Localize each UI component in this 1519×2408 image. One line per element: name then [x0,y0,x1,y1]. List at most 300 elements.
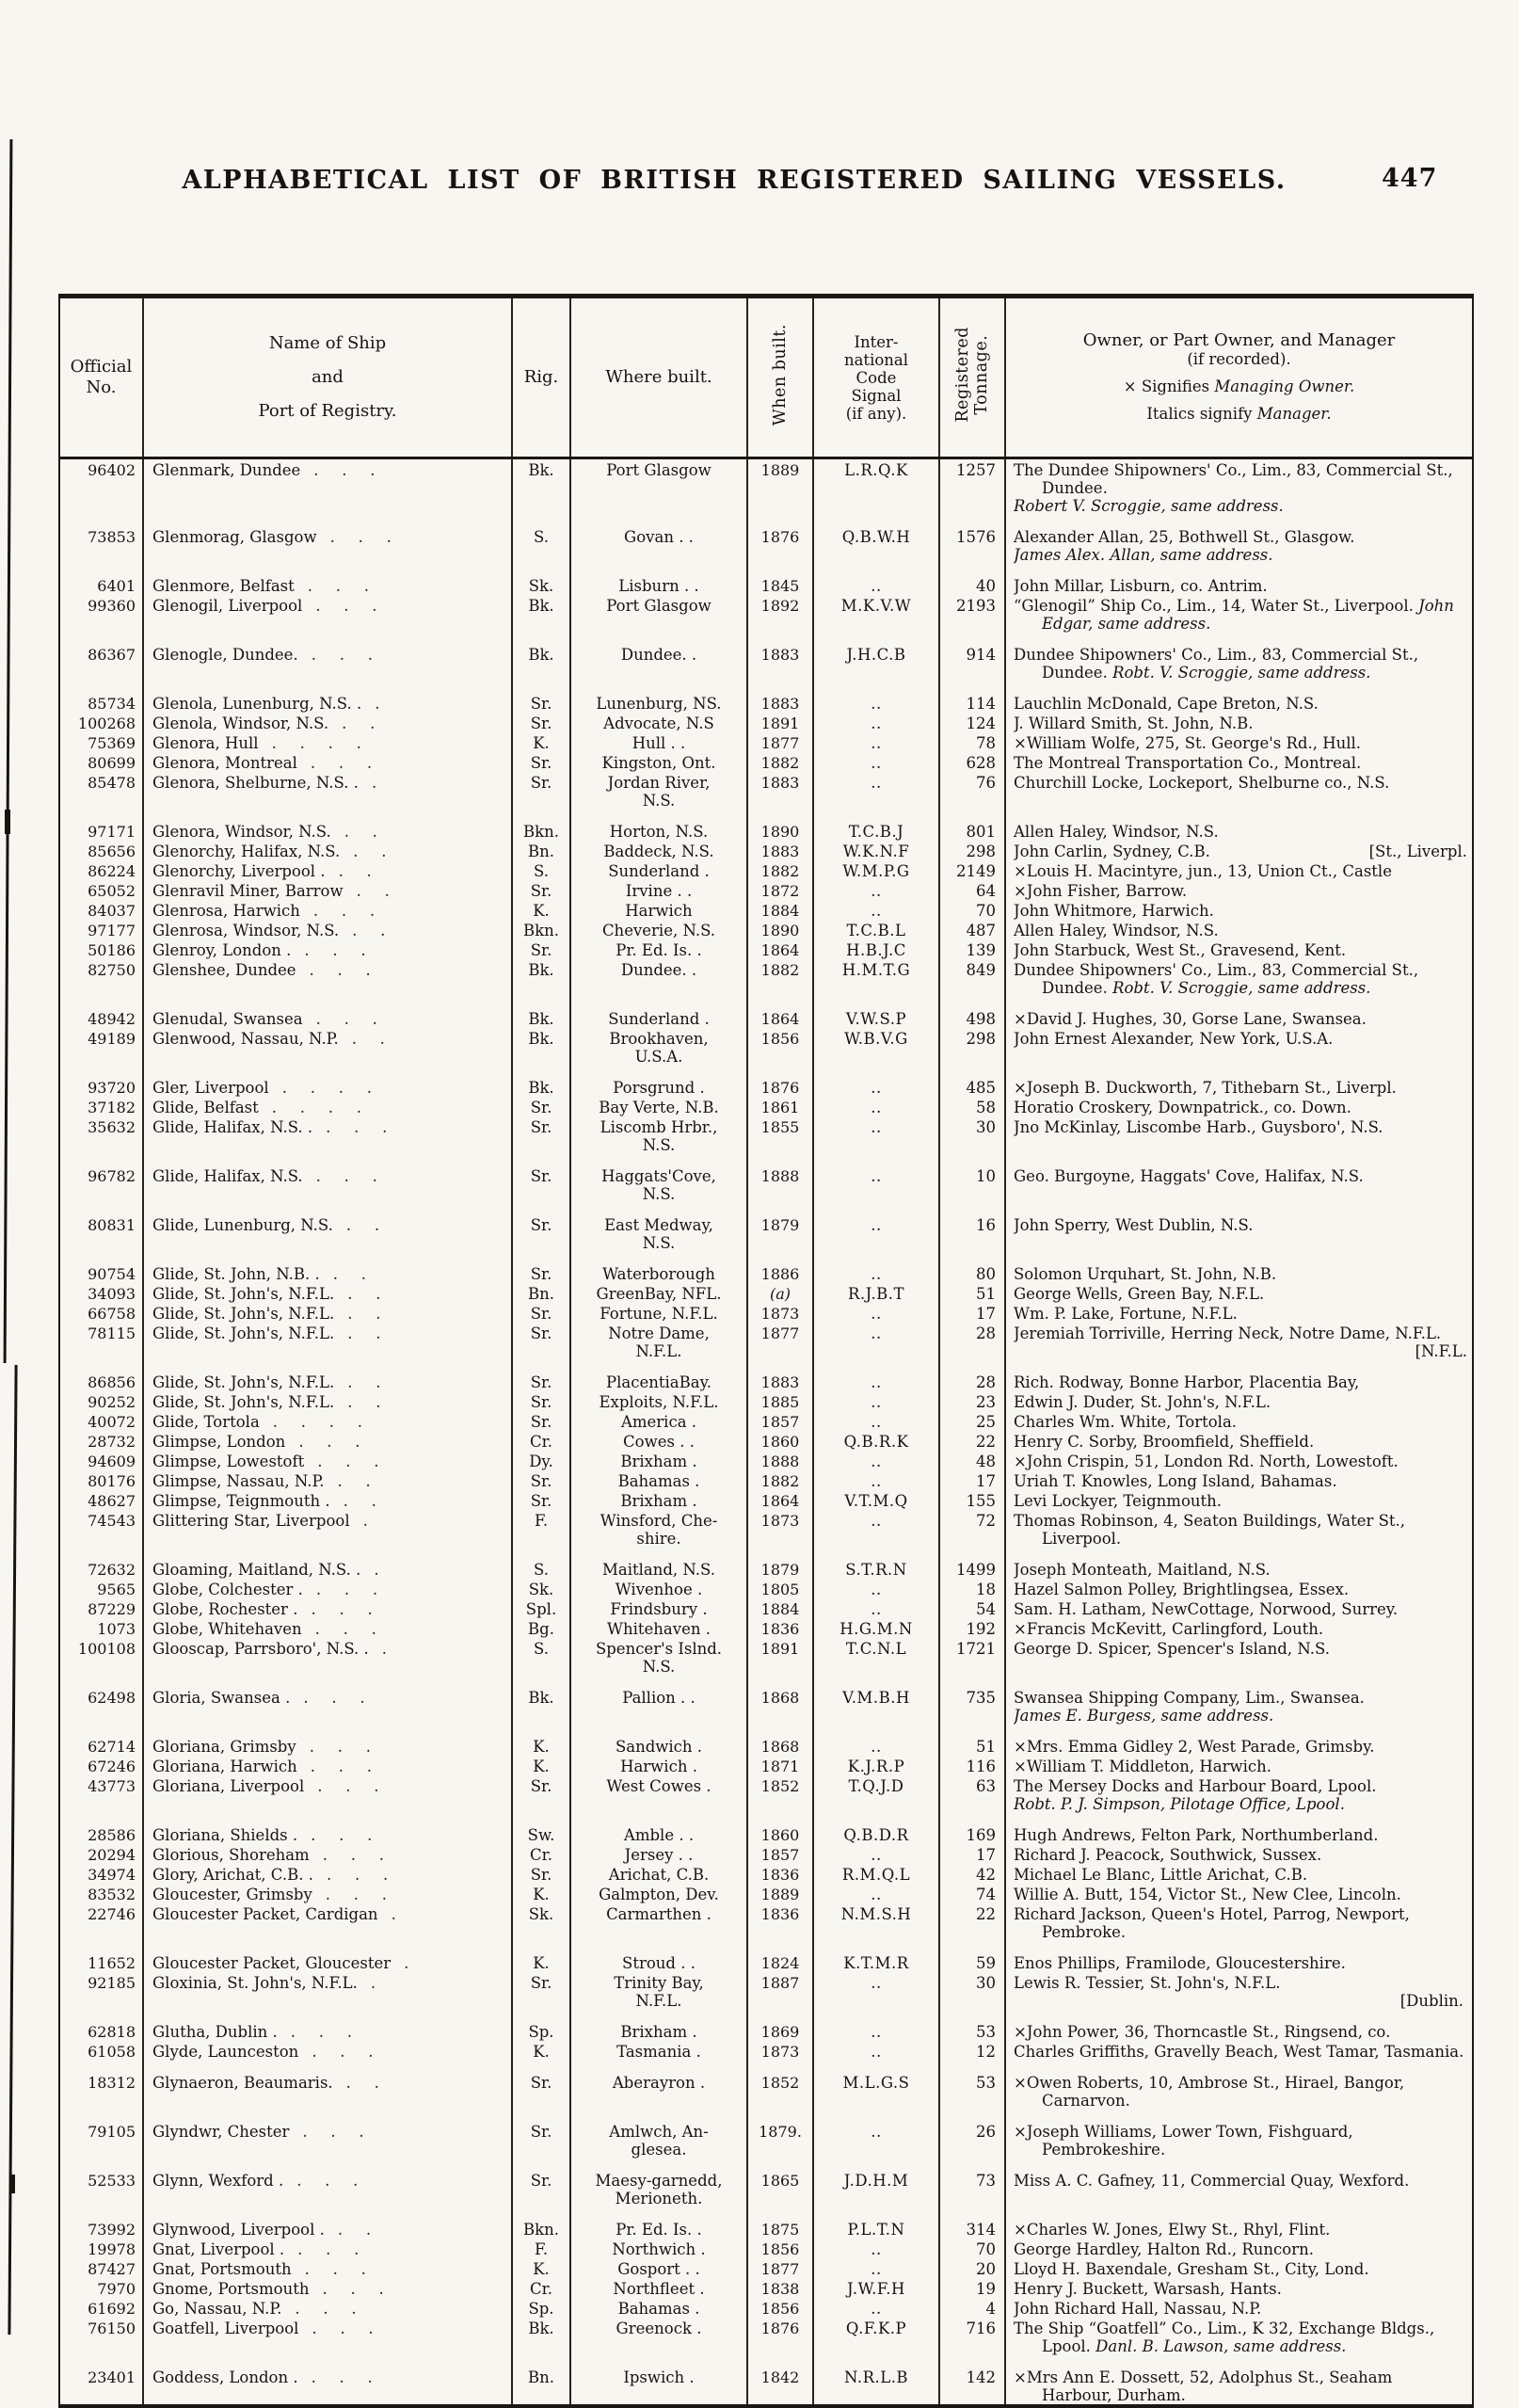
ship-name-cell [143,1864,512,1884]
where-built-line: Harwich [625,902,693,920]
ship-name: Glide, St. John's, N.F.L. [152,1305,335,1323]
ship-name-cell [143,1618,512,1638]
code-signal-cell [813,713,939,732]
header-text: national [843,350,909,369]
official-no-cell [60,1097,143,1116]
code-signal-value: V.M.B.H [842,1689,910,1707]
official-no: 43773 [88,1777,136,1795]
when-built-value: 1879 [760,1216,800,1234]
manager-name: James E. Burgess, same address. [1014,1707,1274,1725]
owner-cell [1005,633,1472,682]
tonnage-value: 78 [976,734,996,752]
tonnage-value: 849 [966,961,996,979]
ship-name-cell [143,1411,512,1431]
when-built-value: 1873 [760,1512,800,1530]
rig-value: Dy. [529,1453,553,1470]
when-built-value: 1860 [760,1433,800,1451]
rig-cell [512,810,570,841]
rig-cell [512,1431,570,1451]
rig-value: Sr. [530,754,552,772]
owner-cell [1005,1548,1472,1579]
where-built-cell [570,2207,747,2239]
table-row [60,2207,1472,2239]
official-no: 76150 [88,2320,136,2337]
code-signal-cell [813,900,939,920]
code-signal-cell [813,1813,939,1844]
code-signal-cell [813,633,939,682]
where-built-line: Merioneth. [615,2190,703,2207]
official-no: 52533 [88,2172,136,2190]
tonnage-value: 155 [966,1492,996,1510]
owner-text: ×Owen Roberts, 10, Ambrose St., Hirael, Bangor, Carnarvon. [1014,2074,1405,2110]
where-built-line: Jersey . . [624,1846,694,1864]
code-signal-cell [813,1941,939,1972]
rig-cell [512,772,570,810]
code-signal-cell [813,1510,939,1548]
ship-name-cell [143,752,512,772]
tonnage-value: 1576 [956,528,996,546]
tonnage-cell [939,1391,1005,1411]
code-signal-cell [813,458,939,516]
rig-cell [512,2061,570,2110]
header-text: Official [70,357,133,377]
owner-text: ×Charles W. Jones, Elwy St., Rhyl, Flint. [1014,2221,1331,2239]
owner-line [1014,1393,1467,1411]
ship-name: Gler, Liverpool [152,1079,269,1097]
official-no-cell [60,860,143,880]
owner-line [1014,961,1467,997]
owner-cell [1005,1884,1472,1903]
dot-leader: . . . [315,1010,377,1028]
owner-cell [1005,1097,1472,1116]
tonnage-cell [939,900,1005,920]
official-no-cell [60,920,143,939]
when-built-value: 1882 [760,1472,800,1490]
code-signal-value: V.T.M.Q [844,1492,908,1510]
manager-name: Robt. V. Scroggie, same address. [1112,664,1371,682]
ship-name-cell [143,920,512,939]
ship-name-cell [143,1283,512,1303]
official-no-cell [60,713,143,732]
owner-cell [1005,2278,1472,2298]
code-signal-value: L.R.Q.K [844,461,908,479]
tonnage-value: 139 [966,941,996,959]
table-row [60,1116,1472,1154]
owner-cell [1005,1252,1472,1283]
ship-name: Glenora, Windsor, N.S. [152,823,331,841]
owner-line [1014,843,1467,860]
table-row [60,1490,1472,1510]
where-built-cell [570,515,747,564]
ship-name: Glimpse, Teignmouth . [152,1492,330,1510]
tonnage-value: 314 [966,2221,996,2239]
ship-name-cell [143,772,512,810]
table-row [60,1391,1472,1411]
when-built-cell [747,841,813,860]
code-signal-value: .. [871,1512,882,1530]
official-no-cell [60,1116,143,1154]
official-no-cell [60,682,143,713]
owner-line [1014,902,1467,920]
tonnage-cell [939,1323,1005,1360]
dot-leader: . . [347,1305,381,1323]
official-no-cell [60,564,143,595]
when-built-cell [747,860,813,880]
rig-value: Bk. [528,1030,554,1048]
rig-cell [512,1391,570,1411]
col-header-where-built [570,298,747,458]
owner-text: Lewis R. Tessier, St. John's, N.F.L. [1014,1974,1281,1992]
owner-text: ×William T. Middleton, Harwich. [1014,1758,1272,1775]
ship-name-cell [143,1303,512,1323]
official-no-cell [60,2110,143,2159]
catchword: [Dublin. [1399,1992,1463,2010]
owner-text: ×John Crispin, 51, London Rd. North, Lowestoft. [1014,1453,1399,1470]
official-no-cell [60,1470,143,1490]
when-built-cell [747,880,813,900]
ship-name-cell [143,841,512,860]
ship-name: Glyde, Launceston [152,2043,299,2061]
page-number: 447 [1382,164,1438,193]
table-row [60,1813,1472,1844]
where-built-cell [570,2298,747,2318]
when-built-cell [747,2010,813,2041]
owner-text: Wm. P. Lake, Fortune, N.F.L. [1014,1305,1238,1323]
code-signal-cell [813,2207,939,2239]
dot-leader: . . . . [281,1079,372,1097]
dot-leader: . . . [304,2260,366,2278]
table-row [60,1431,1472,1451]
owner-cell [1005,1638,1472,1676]
when-built-value: 1838 [760,2280,800,2298]
code-signal-cell [813,2318,939,2355]
tonnage-cell [939,1638,1005,1676]
ship-name: Glide, Halifax, N.S. [152,1167,303,1185]
owner-line [1014,1030,1467,1048]
col-header-code-signal [813,298,939,458]
table-row [60,1884,1472,1903]
dot-leader: . . . [326,1118,388,1136]
tonnage-value: 10 [976,1167,996,1185]
ship-name: Glory, Arichat, C.B. . [152,1866,313,1884]
col-header-official-no [60,298,143,458]
tonnage-cell [939,752,1005,772]
tonnage-cell [939,633,1005,682]
rig-value: S. [534,1640,549,1658]
tonnage-cell [939,1579,1005,1598]
dot-leader: . . . [310,754,373,772]
ship-name: Glenroy, London . [152,941,292,959]
rig-cell [512,1510,570,1548]
header-text: Signal [851,386,902,405]
code-signal-value: N.M.S.H [840,1905,912,1923]
where-built-cell [570,1203,747,1252]
official-no-cell [60,2041,143,2061]
where-built-line: Northfleet . [613,2280,705,2298]
rig-value: Sr. [530,1777,552,1795]
when-built-value: 1836 [760,1620,800,1638]
official-no: 96782 [88,1167,136,1185]
rig-value: Sr. [530,2172,552,2190]
official-no: 74543 [88,1512,136,1530]
rig-value: Bk. [528,961,554,979]
code-signal-value: J.H.C.B [846,646,906,664]
header-text: Italics signify Manager. [1146,405,1332,423]
owner-line [1014,1689,1467,1707]
rig-value: Sw. [527,1826,555,1844]
where-built-cell [570,1470,747,1490]
owner-text: ×Joseph B. Duckworth, 7, Tithebarn St., Liverpl. [1014,1079,1397,1097]
tonnage-cell [939,997,1005,1028]
when-built-value: 1886 [760,1265,800,1283]
header-text: (if recorded). [1187,350,1291,368]
tonnage-cell [939,810,1005,841]
header-text: No. [86,377,117,397]
ship-name-cell [143,1323,512,1360]
owner-text: Sam. H. Latham, NewCottage, Norwood, Surrey. [1014,1600,1399,1618]
where-built-cell [570,2258,747,2278]
owner-text: ×Louis H. Macintyre, jun., 13, Union Ct., Castle [1014,862,1392,880]
rig-cell [512,1116,570,1154]
when-built-value: 1861 [760,1099,800,1116]
table-row [60,633,1472,682]
tonnage-value: 1499 [956,1561,996,1579]
rig-cell [512,564,570,595]
official-no-cell [60,1972,143,2010]
owner-cell [1005,959,1472,997]
owner-text: George Wells, Green Bay, N.F.L. [1014,1285,1265,1303]
code-signal-cell [813,564,939,595]
ship-name-cell [143,1451,512,1470]
code-signal-value: .. [871,1738,882,1756]
owner-cell [1005,682,1472,713]
table-row [60,595,1472,633]
tonnage-value: 192 [966,1620,996,1638]
table-row [60,1510,1472,1548]
rig-value: Cr. [530,1433,552,1451]
official-no-cell [60,1638,143,1676]
owner-text: Henry C. Sorby, Broomfield, Sheffield. [1014,1433,1315,1451]
rig-cell [512,1451,570,1470]
table-row [60,2318,1472,2355]
ship-name-cell [143,2298,512,2318]
when-built-cell [747,2207,813,2239]
official-no-cell [60,2010,143,2041]
table-row [60,1028,1472,1066]
when-built-value: 1882 [760,862,800,880]
dot-leader: . . . [312,2320,374,2337]
rig-value: Spl. [525,1600,557,1618]
owner-text: Charles Griffiths, Gravelly Beach, West Tamar, Tasmania. [1014,2043,1464,2061]
tonnage-cell [939,2278,1005,2298]
rig-value: Bk. [528,646,554,664]
owner-text: The Ship “Goatfell” Co., Lim., K 32, Exchange Bldgs., Lpool. [1014,2320,1435,2355]
col-header-when-built [747,298,813,458]
when-built-value: 1864 [760,1492,800,1510]
rig-cell [512,1725,570,1756]
rig-value: Sr. [530,714,552,732]
owner-line [1014,1886,1467,1903]
owner-cell [1005,772,1472,810]
owner-text: Churchill Locke, Lockeport, Shelburne co., N.S. [1014,774,1390,792]
table-row [60,939,1472,959]
table-row [60,752,1472,772]
code-signal-cell [813,772,939,810]
owner-text: ×Mrs Ann E. Dossett, 52, Adolphus St., Seaham Harbour, Durham. [1014,2368,1393,2404]
table-row [60,2298,1472,2318]
official-no: 73853 [88,528,136,546]
dot-leader: . . . [302,2123,364,2141]
when-built-cell [747,1303,813,1323]
code-signal-value: M.L.G.S [842,2074,910,2092]
tonnage-cell [939,939,1005,959]
rig-cell [512,1618,570,1638]
code-signal-cell [813,1154,939,1203]
tonnage-value: 54 [976,1600,996,1618]
code-signal-cell [813,752,939,772]
rig-cell [512,1972,570,2010]
rig-cell [512,1154,570,1203]
owner-cell [1005,1775,1472,1813]
owner-cell [1005,1490,1472,1510]
owner-cell [1005,1431,1472,1451]
when-built-cell [747,1548,813,1579]
ship-name-cell [143,2207,512,2239]
official-no-cell [60,1066,143,1097]
table-row [60,1598,1472,1618]
manager-name: James Alex. Allan, same address. [1014,546,1273,564]
header-text: Code [855,368,897,387]
owner-text: Hazel Salmon Polley, Brightlingsea, Essex. [1014,1581,1350,1598]
tonnage-cell [939,1252,1005,1283]
code-signal-value: J.D.H.M [843,2172,909,2190]
where-built-cell [570,1775,747,1813]
ship-name: Glide, Halifax, N.S. . [152,1118,313,1136]
dot-leader: . . [353,843,387,860]
tonnage-value: 17 [976,1472,996,1490]
ship-name-cell [143,2258,512,2278]
rig-value: Bkn. [523,2221,559,2239]
table-row [60,2355,1472,2404]
owner-line [1014,862,1467,880]
ship-name: Glynn, Wexford . [152,2172,284,2190]
tonnage-value: 42 [976,1866,996,1884]
where-built-line: N.S. [642,792,676,810]
ship-name-cell [143,1028,512,1066]
dot-leader: . . [344,823,377,841]
where-built-cell [570,1941,747,1972]
owner-cell [1005,752,1472,772]
rig-value: Bk. [528,461,554,479]
when-built-cell [747,1490,813,1510]
official-no: 86856 [88,1373,136,1391]
owner-line [1014,1373,1467,1391]
owner-line [1014,2043,1467,2061]
rig-value: K. [533,734,550,752]
owner-cell [1005,1066,1472,1097]
when-built-value: 1883 [760,1373,800,1391]
rig-cell [512,1884,570,1903]
where-built-cell [570,2061,747,2110]
dot-leader: . . [332,1265,367,1283]
ship-name-cell [143,1510,512,1548]
code-signal-value: K.J.R.P [847,1758,905,1775]
ship-name-cell [143,1676,512,1725]
ship-name-cell [143,2110,512,2159]
owner-line [1014,1305,1467,1323]
code-signal-cell [813,841,939,860]
tonnage-cell [939,1360,1005,1391]
tonnage-cell [939,1510,1005,1548]
where-built-cell [570,2110,747,2159]
code-signal-cell [813,1411,939,1431]
header-text-vertical: When built. [771,323,790,426]
owner-cell [1005,515,1472,564]
official-no: 19978 [88,2240,136,2258]
when-built-cell [747,1884,813,1903]
owner-cell [1005,1116,1472,1154]
owner-line [1014,1285,1467,1303]
rig-value: S. [534,862,549,880]
tonnage-cell [939,1431,1005,1451]
when-built-cell [747,2278,813,2298]
when-built-cell [747,2355,813,2404]
table-row [60,1579,1472,1598]
tonnage-value: 59 [976,1954,996,1972]
official-no-cell [60,1431,143,1451]
header-text: Inter- [854,332,899,351]
where-built-cell [570,713,747,732]
when-built-cell [747,682,813,713]
code-signal-cell [813,1548,939,1579]
code-signal-cell [813,1360,939,1391]
ship-name-cell [143,1116,512,1154]
when-built-cell [747,1323,813,1360]
owner-cell [1005,1756,1472,1775]
code-signal-cell [813,2159,939,2207]
ship-name: Glenora, Shelburne, N.S. . [152,774,360,792]
where-built-line: Liscomb Hrbr., [600,1118,718,1136]
where-built-cell [570,1884,747,1903]
where-built-cell [570,1451,747,1470]
rig-cell [512,1097,570,1116]
ship-name: Gloucester, Grimsby [152,1886,312,1903]
where-built-cell [570,1972,747,2010]
table-row [60,920,1472,939]
owner-line [1014,1324,1467,1360]
where-built-cell [570,752,747,772]
ship-name-cell [143,2010,512,2041]
when-built-cell [747,1116,813,1154]
owner-line [1014,695,1467,713]
dot-leader: . [370,1974,376,1992]
tonnage-value: 12 [976,2043,996,2061]
code-signal-value: .. [871,2043,882,2061]
when-built-value: 1856 [760,2240,800,2258]
where-built-cell [570,1813,747,1844]
rig-value: Bk. [528,1010,554,1028]
rig-value: Sr. [530,1167,552,1185]
when-built-value: 1842 [760,2368,800,2386]
ship-name-cell [143,1097,512,1116]
tonnage-value: 169 [966,1826,996,1844]
code-signal-cell [813,732,939,752]
where-built-cell [570,1844,747,1864]
code-signal-cell [813,1884,939,1903]
owner-text: ×William Wolfe, 275, St. George's Rd., Hull. [1014,734,1362,752]
table-row [60,1097,1472,1116]
dot-leader: . . [347,1324,381,1342]
